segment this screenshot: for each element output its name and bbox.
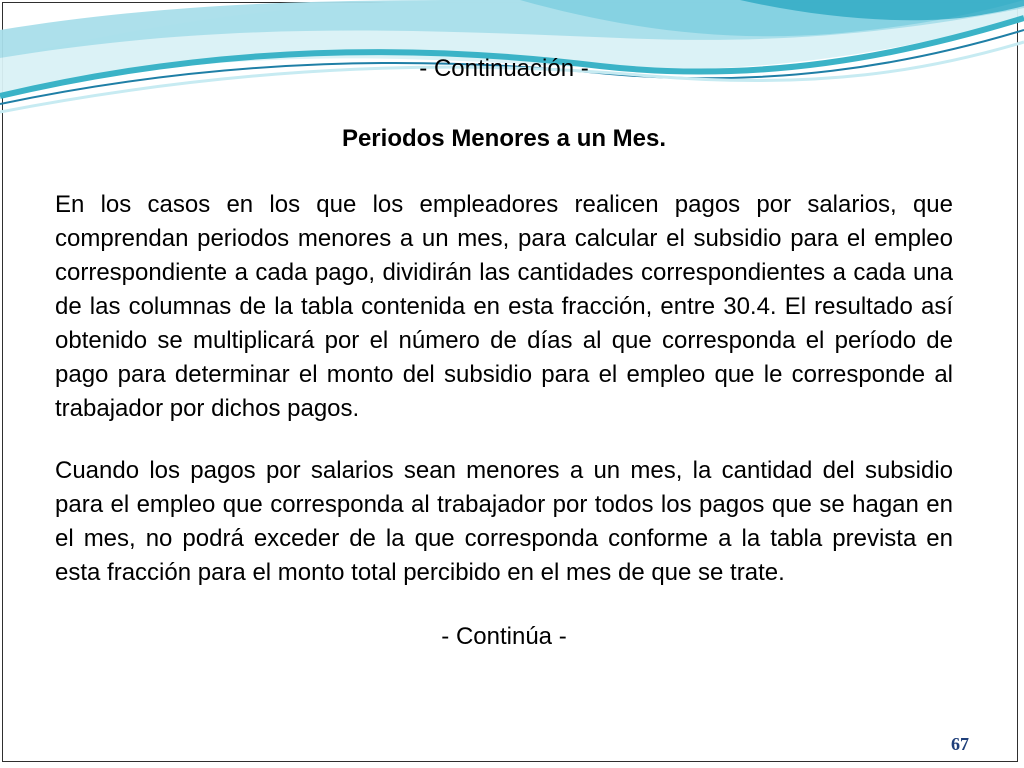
paragraph-limit: Cuando los pagos por salarios sean menores a un mes, la cantidad del subsidio para el empleo que corresponda al trabajador por todos los pagos que se hagan en el mes, no podrá exceder de la que corresponda conforme a la tabla prevista en esta fracción para el monto total percibido en el mes de que se trate. [55, 457, 953, 586]
continuation-label: - Continuación - [419, 55, 589, 82]
section-heading: Periodos Menores a un Mes. [341, 125, 667, 152]
continues-label: - Continúa - [441, 623, 567, 650]
slide-content [55, 52, 953, 654]
paragraph-periods: En los casos en los que los empleadores realicen pagos por salarios, que comprendan periodos menores a un mes, para calcular el subsidio para el empleo correspondiente a cada pago, dividirán las cantidades correspondientes a cada una de las columnas de la tabla contenida en esta fracción, entre 30.4. El resultado así obtenido se multiplicará por el número de días al que corresponda el período de pago para determinar el monto del subsidio para el empleo que le corresponde al trabajador por dichos pagos. [55, 191, 953, 422]
page-number: 67 [951, 734, 969, 754]
